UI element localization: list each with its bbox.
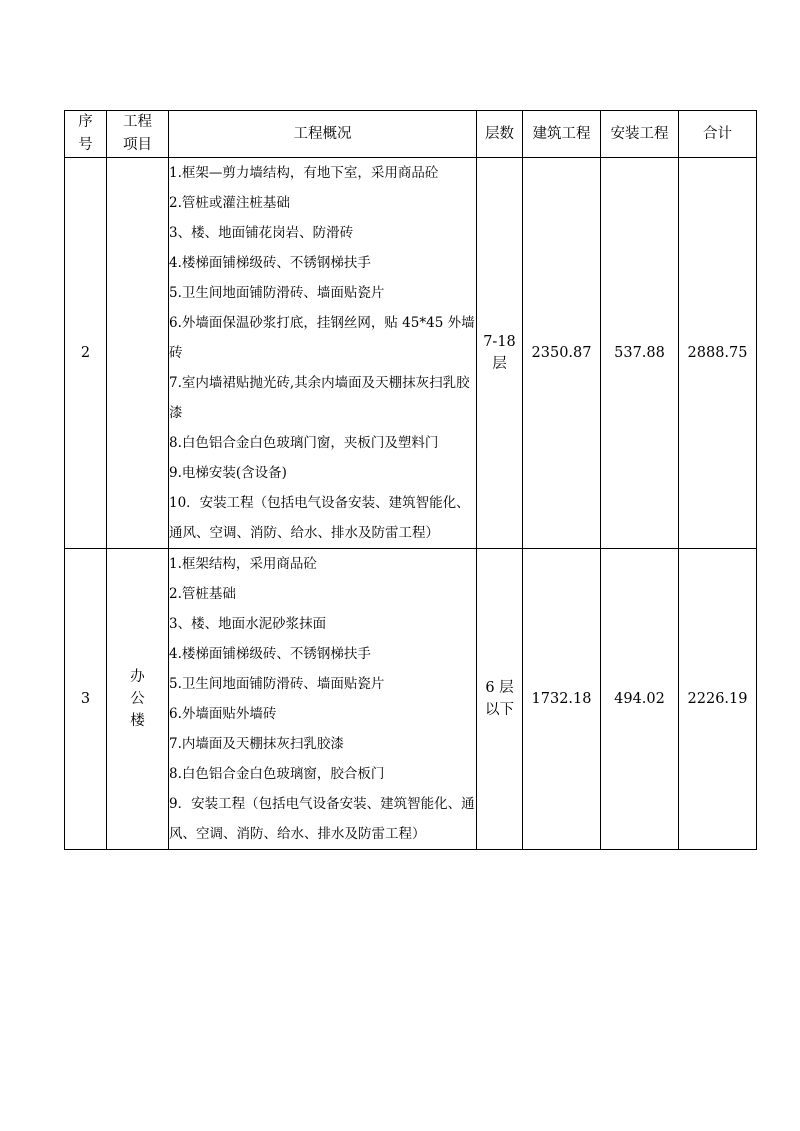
description-item: 5.卫生间地面铺防滑砖、墙面贴瓷片 [169,285,385,301]
row2-project-line2: 公 [130,691,145,707]
row1-building-works: 2350.87 [523,158,601,549]
table-header-row [65,111,757,158]
description-item: 8.白色铝合金白色玻璃窗，胶合板门 [169,766,385,782]
description-item: 9．安装工程（包括电气设备安装、建筑智能化、通风、空调、消防、给水、排水及防雷工程） [169,796,475,842]
description-item: 10．安装工程（包括电气设备安装、建筑智能化、通风、空调、消防、给水、排水及防雷工程） [169,495,470,541]
header-project-line1: 工程 [123,114,152,130]
description-item: 5.卫生间地面铺防滑砖、墙面贴瓷片 [169,676,385,692]
description-item: 2.管桩或灌注桩基础 [169,195,290,211]
description-item: 6.外墙面贴外墙砖 [169,706,277,722]
row1-floors-line2: 层 [492,356,507,372]
description-item: 3、楼、地面水泥砂浆抹面 [169,616,327,632]
header-cell-description: 工程概况 [169,111,477,158]
row2-floors-line1: 6 层 [485,680,514,696]
header-cell-project [107,111,169,158]
header-cell-seq [65,111,107,158]
row2-project-line1: 办 [130,669,145,685]
header-seq-line2: 号 [78,137,93,153]
header-cell-total: 合计 [679,111,757,158]
header-seq-line1: 序 [78,114,93,130]
row1-floors-line1: 7-18 [483,334,516,350]
description-item: 4.楼梯面铺梯级砖、不锈钢梯扶手 [169,255,371,271]
description-item: 3、楼、地面铺花岗岩、防滑砖 [169,225,354,241]
row1-project [107,158,169,549]
engineering-overview-table [64,110,757,850]
row1-description [169,158,477,549]
row2-description [169,549,477,850]
row2-project [107,549,169,850]
description-item: 1.框架—剪力墙结构，有地下室，采用商品砼 [169,165,439,181]
description-item: 2.管桩基础 [169,586,236,602]
table-row [65,158,757,549]
header-cell-installation-works: 安装工程 [601,111,679,158]
row2-building-works: 1732.18 [523,549,601,850]
row2-seq: 3 [65,549,107,850]
header-cell-building-works: 建筑工程 [523,111,601,158]
row1-total: 2888.75 [679,158,757,549]
description-item: 7.内墙面及天棚抹灰扫乳胶漆 [169,736,344,752]
row1-floors [477,158,523,549]
description-item: 8.白色铝合金白色玻璃门窗，夹板门及塑料门 [169,435,439,451]
description-item: 4.楼梯面铺梯级砖、不锈钢梯扶手 [169,646,371,662]
description-item: 7.室内墙裙贴抛光砖,其余内墙面及天棚抹灰扫乳胶漆 [169,375,470,421]
header-project-line2: 项目 [123,137,152,153]
row1-installation-works: 537.88 [601,158,679,549]
row1-seq: 2 [65,158,107,549]
header-cell-floors: 层数 [477,111,523,158]
row2-floors-line2: 以下 [485,702,514,718]
row2-installation-works: 494.02 [601,549,679,850]
table-container [64,110,748,850]
description-item: 1.框架结构，采用商品砼 [169,556,317,572]
row2-floors [477,549,523,850]
row2-total: 2226.19 [679,549,757,850]
description-item: 9.电梯安装(含设备) [169,465,287,481]
description-item: 6.外墙面保温砂浆打底，挂钢丝网，贴 45*45 外墙砖 [169,315,475,361]
table-row [65,549,757,850]
row2-project-line3: 楼 [130,713,145,729]
